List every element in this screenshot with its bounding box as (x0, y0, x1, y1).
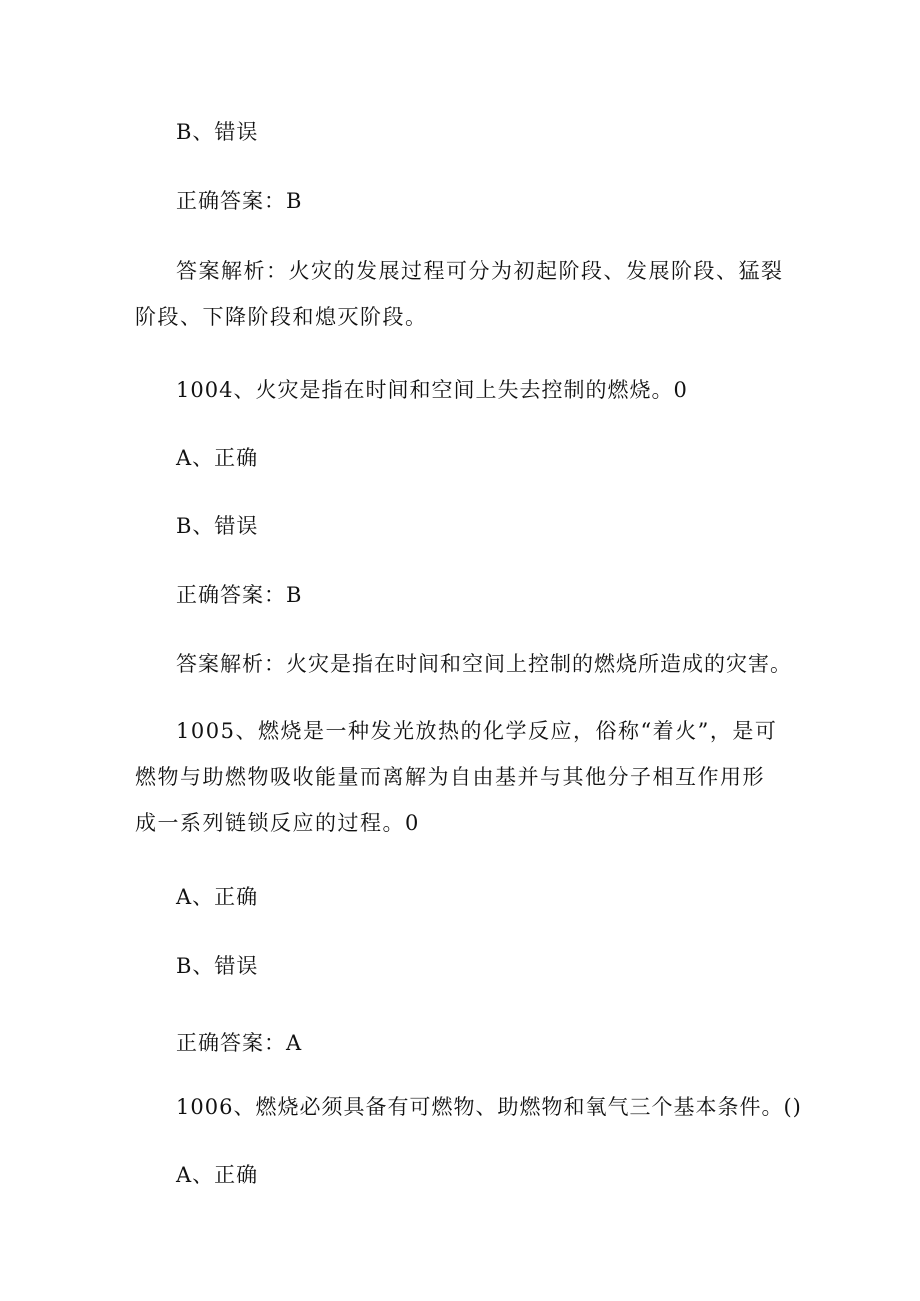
option-a-label: A、正确 (176, 885, 259, 909)
answer-explanation: 答案解析：火灾是指在时间和空间上控制的燃烧所造成的灾害。 (176, 652, 792, 676)
question-1004: 1004、火灾是指在时间和空间上失去控制的燃烧。0 (176, 378, 688, 402)
correct-answer: 正确答案：B (176, 189, 303, 213)
correct-answer: 正确答案：B (176, 583, 303, 607)
option-b-label: B、错误 (176, 954, 259, 978)
option-b-label: B、错误 (176, 120, 259, 144)
answer-explanation: 答案解析：火灾的发展过程可分为初起阶段、发展阶段、猛裂阶段、下降阶段和熄灭阶段。 (135, 259, 784, 329)
option-a-label: A、正确 (176, 1163, 259, 1187)
question-1006: 1006、燃烧必须具备有可燃物、助燃物和氧气三个基本条件。() (176, 1095, 802, 1119)
correct-answer: 正确答案：A (176, 1031, 303, 1055)
question-1005: 1005、燃烧是一种发光放热的化学反应，俗称“着火”，是可燃物与助燃物吸收能量而离解为自由基并与其他分子相互作用形成一系列链锁反应的过程。0 (135, 719, 778, 835)
option-b-label: B、错误 (176, 514, 259, 538)
option-a-label: A、正确 (176, 446, 259, 470)
